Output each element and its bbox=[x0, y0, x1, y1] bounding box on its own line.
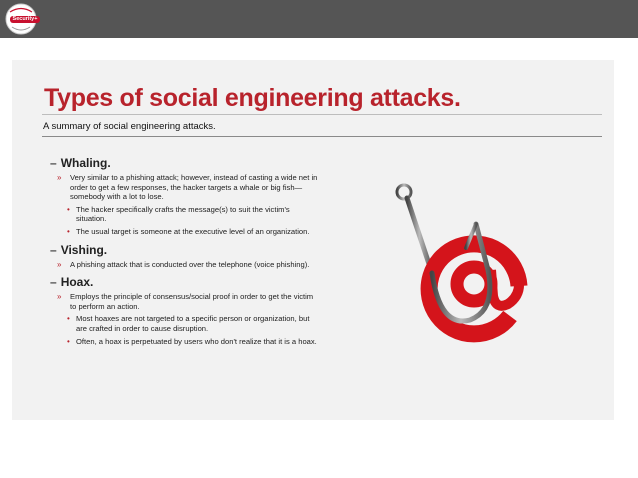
section bbox=[50, 275, 318, 346]
slide-title: Types of social engineering attacks. bbox=[44, 84, 461, 112]
sub-bullet bbox=[50, 227, 318, 237]
dash-marker: – bbox=[50, 275, 57, 290]
bullet-marker: » bbox=[57, 259, 62, 269]
sub-bullet-text: The usual target is someone at the executive level of an organization. bbox=[76, 226, 310, 236]
bullet-text: Employs the principle of consensus/social proof in order to get the victim to perform an action. bbox=[70, 292, 314, 311]
section-heading bbox=[50, 243, 318, 257]
title-divider bbox=[42, 114, 602, 115]
subtitle-divider bbox=[42, 136, 602, 137]
sub-bullet-marker: • bbox=[67, 204, 70, 214]
section bbox=[50, 156, 318, 237]
section bbox=[50, 243, 318, 270]
bullet-text: A phishing attack that is conducted over the telephone (voice phishing). bbox=[70, 259, 310, 269]
sub-bullet-text: The hacker specifically crafts the message(s) to suit the victim's situation. bbox=[76, 204, 290, 224]
top-bar bbox=[0, 0, 638, 38]
dash-marker: – bbox=[50, 242, 57, 257]
bullet-marker: » bbox=[57, 173, 62, 182]
fishhook-at-sign-icon bbox=[392, 178, 542, 378]
slide-subtitle: A summary of social engineering attacks. bbox=[43, 121, 216, 132]
section-heading bbox=[50, 275, 318, 289]
sub-bullet-marker: • bbox=[67, 336, 70, 346]
sub-bullet bbox=[50, 314, 318, 333]
section-heading-text: Hoax. bbox=[60, 275, 94, 290]
bullet-marker: » bbox=[57, 292, 62, 302]
sub-bullet-text: Often, a hoax is perpetuated by users who don't realize that it is a hoax. bbox=[76, 336, 317, 346]
sub-bullet-marker: • bbox=[67, 226, 70, 236]
sub-bullet bbox=[50, 205, 318, 224]
comptia-security-logo bbox=[4, 3, 38, 35]
logo-label: Security+ bbox=[10, 16, 40, 23]
section-heading-text: Whaling. bbox=[60, 156, 111, 170]
sub-bullet-marker: • bbox=[67, 314, 70, 324]
slide bbox=[12, 60, 614, 420]
section-heading-text: Vishing. bbox=[60, 242, 108, 257]
dash-marker: – bbox=[50, 156, 57, 170]
bullet bbox=[50, 173, 318, 202]
section-heading bbox=[50, 156, 318, 170]
bullet bbox=[50, 292, 318, 311]
sub-bullet bbox=[50, 337, 318, 347]
bullet-text: Very similar to a phishing attack; however, instead of casting a wide net in order to get a few responses, the hacker targets a whale or big fish—somebody with a lot to lose. bbox=[70, 173, 318, 202]
bullet bbox=[50, 260, 318, 270]
slide-content bbox=[50, 156, 318, 352]
sub-bullet-text: Most hoaxes are not targeted to a specific person or organization, but are crafted in order to cause disruption. bbox=[76, 314, 310, 333]
